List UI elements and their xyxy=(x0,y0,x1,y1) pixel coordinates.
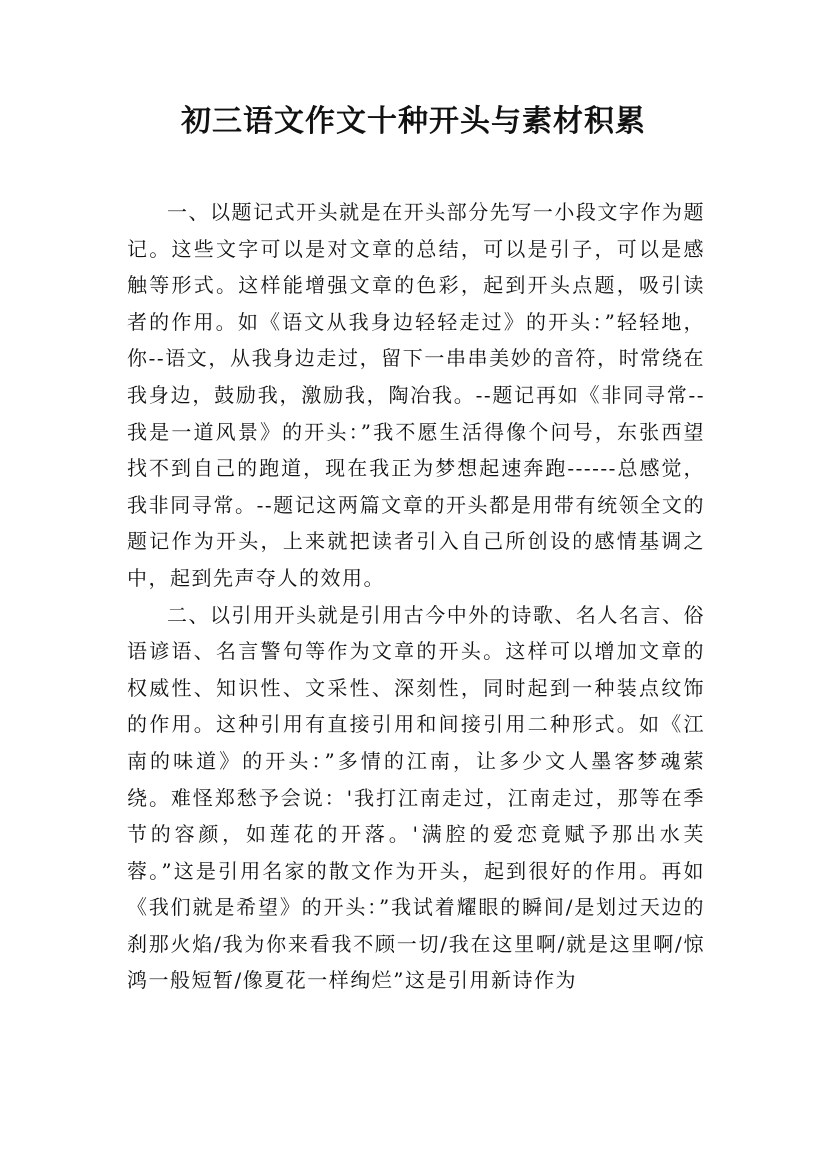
paragraph-2: 二、以引用开头就是引用古今中外的诗歌、名人名言、俗语谚语、名言警句等作为文章的开头。这样可以增加文章的权威性、知识性、文采性、深刻性，同时起到一种装点纹饰的作用。这种引用有直接引用和间接引用二种形式。如《江南的味道》的开头：”多情的江南，让多少文人墨客梦魂萦绕。难怪郑愁予会说：'我打江南走过，江南走过，那等在季节的容颜，如莲花的开落。'满腔的爱恋竟赋予那出水芙蓉。”这是引用名家的散文作为开头，起到很好的作用。再如《我们就是希望》的开头：”我试着耀眼的瞬间/是划过天边的刹那火焰/我为你来看我不顾一切/我在这里啊/就是这里啊/惊鸿一般短暂/像夏花一样绚烂”这是引用新诗作为 xyxy=(127,602,705,993)
document-title: 初三语文作文十种开头与素材积累 xyxy=(181,104,646,139)
document-body xyxy=(127,194,705,999)
paragraph-1: 一、以题记式开头就是在开头部分先写一小段文字作为题记。这些文字可以是对文章的总结，可以是引子，可以是感触等形式。这样能增强文章的色彩，起到开头点题，吸引读者的作用。如《语文从我身边轻轻走过》的开头：”轻轻地，你--语文，从我身边走过，留下一串串美妙的音符，时常绕在我身边，鼓励我，激励我，陶冶我。--题记再如《非同寻常--我是一道风景》的开头：”我不愿生活得像个问号，东张西望找不到自己的跑道，现在我正为梦想起速奔跑------总感觉，我非同寻常。--题记这两篇文章的开头都是用带有统领全文的题记作为开头，上来就把读者引入自己所创设的感情基调之中，起到先声夺人的效用。 xyxy=(127,200,705,590)
